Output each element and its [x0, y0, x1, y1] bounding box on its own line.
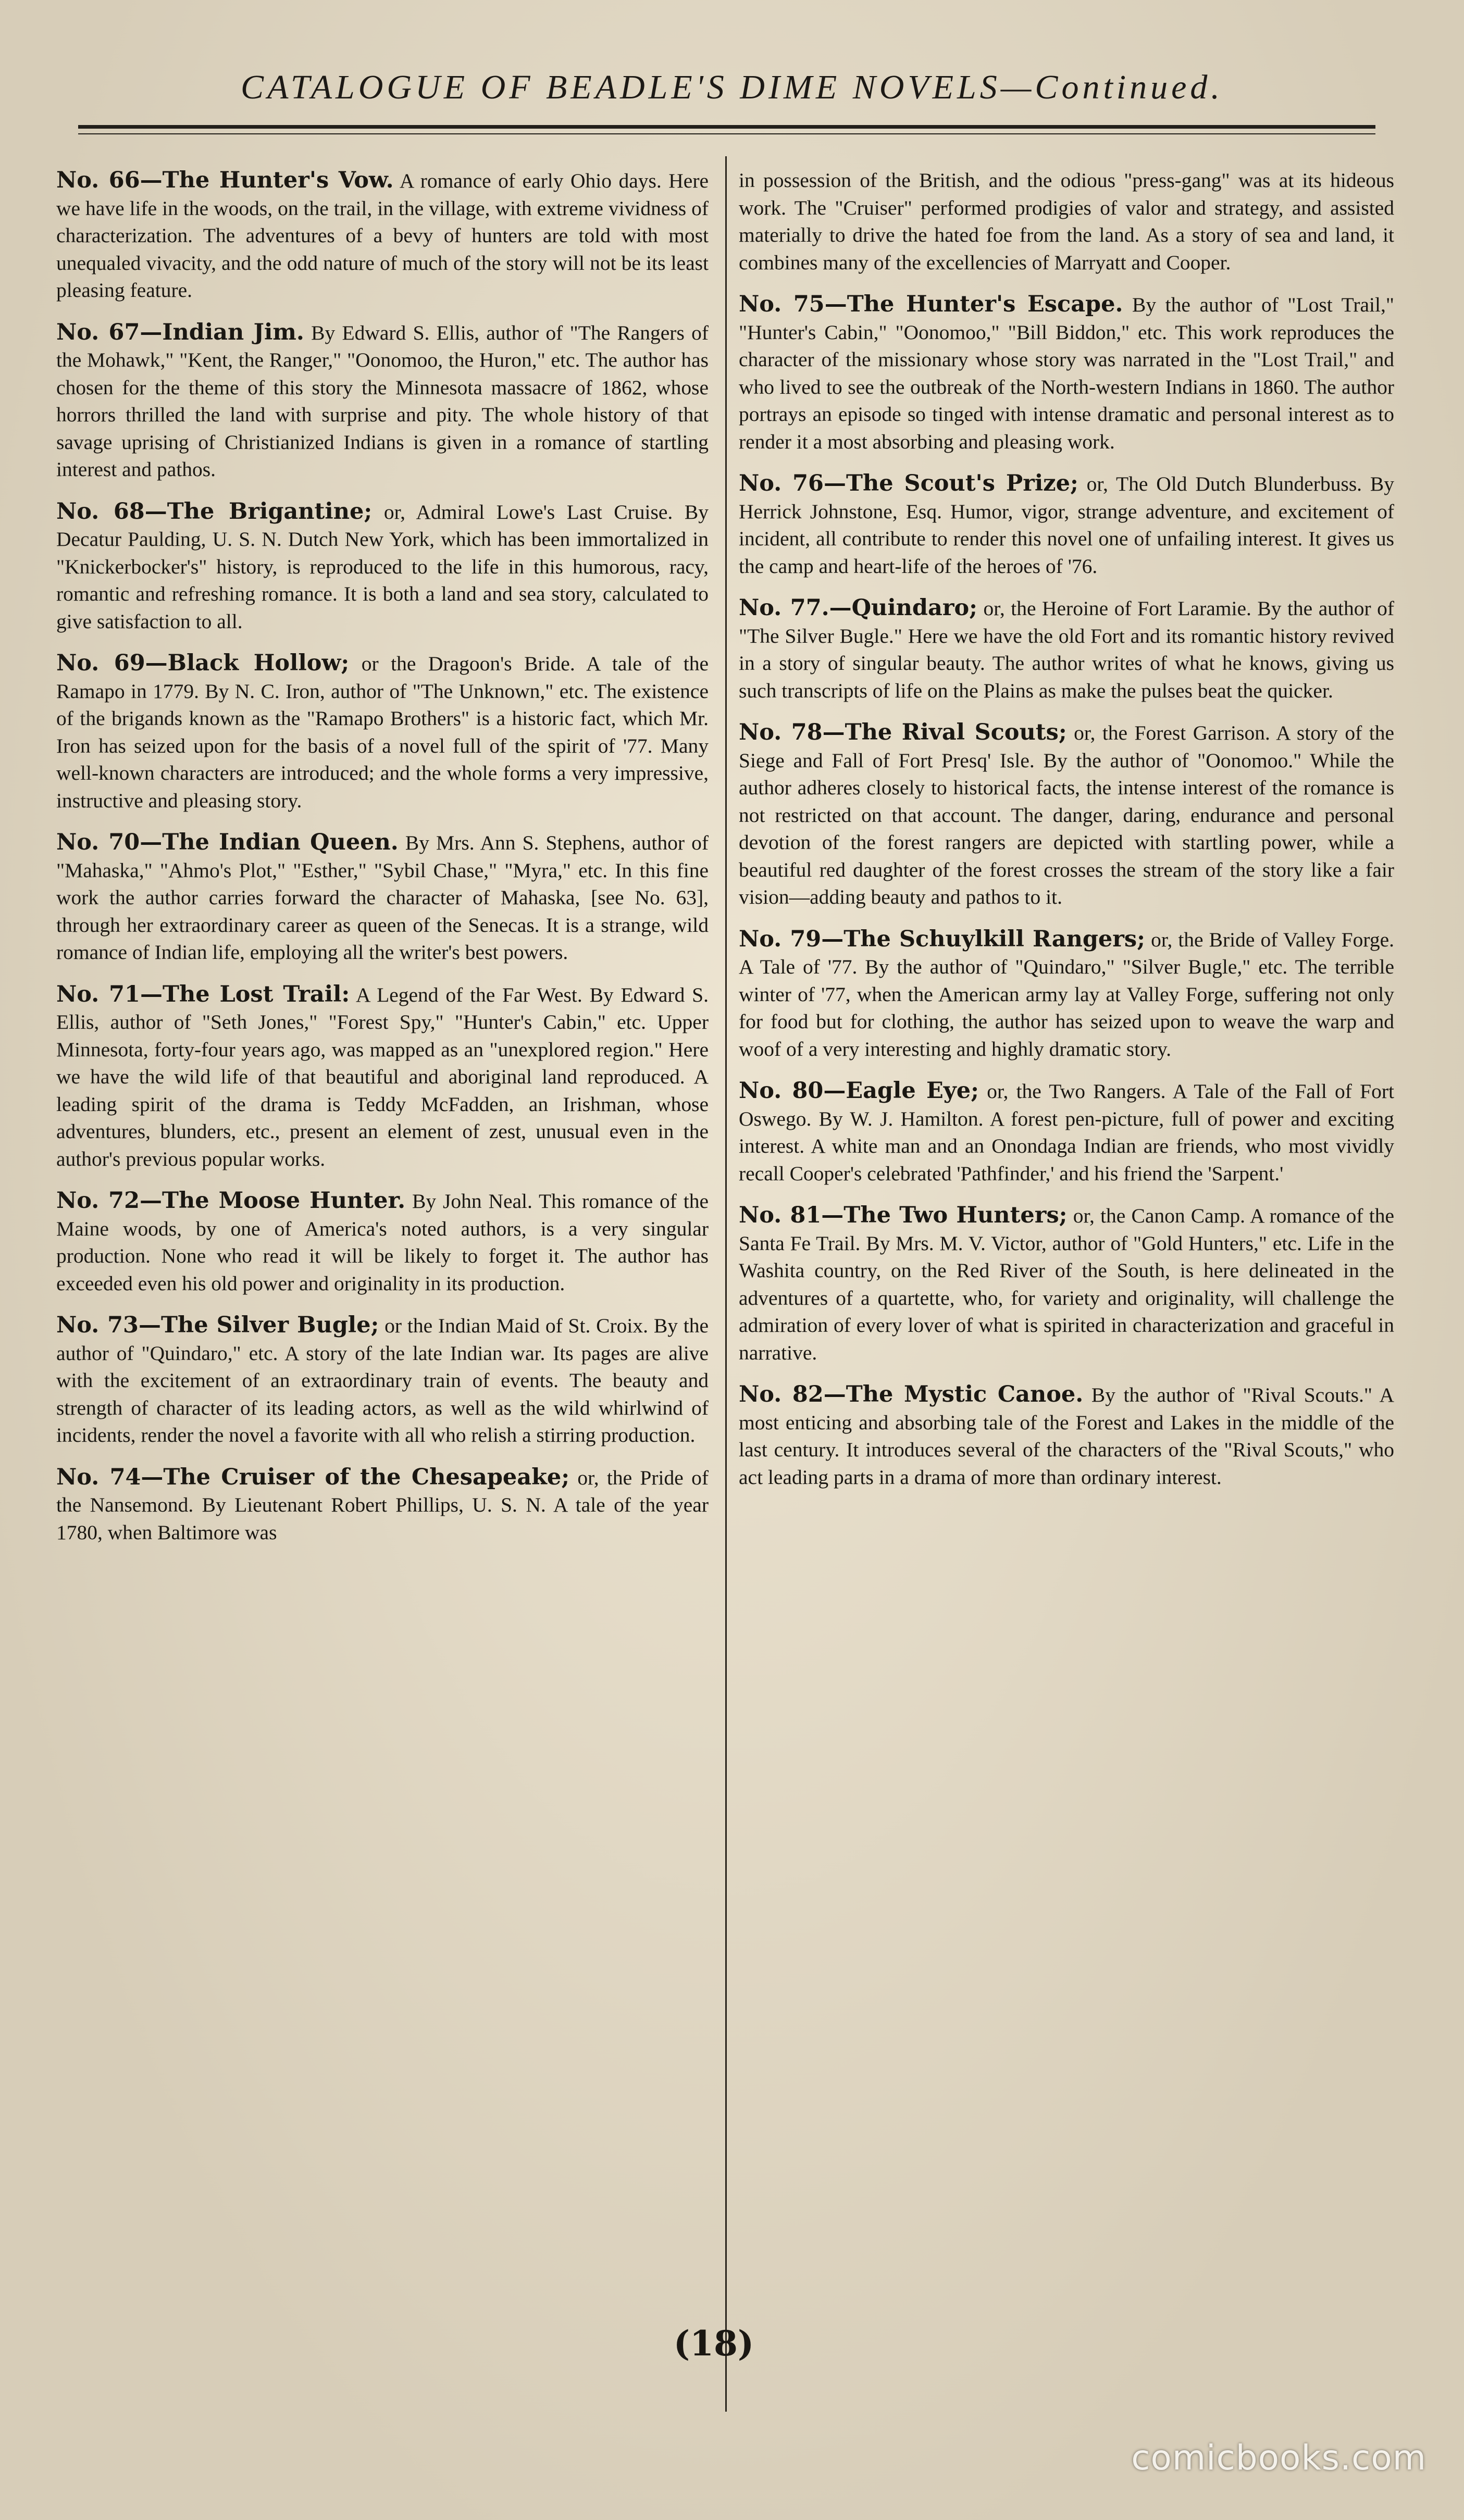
entry-title: No. 75—The Hunter's Escape. — [739, 291, 1123, 317]
entry-description: By the author of "Rival Scouts." A most enticing and absorbing tale of the Forest and Lakes in the middle of the last century. It introduces several of the characters of the "Rival Scouts," who act leading parts in a drama of more than ordinary interest. — [739, 1383, 1394, 1489]
catalogue-entry — [739, 291, 1394, 455]
entry-title: No. 69—Black Hollow; — [56, 650, 350, 676]
page-header-title: CATALOGUE OF BEADLE'S DIME NOVELS—Continued. — [241, 68, 1223, 106]
catalogue-entry — [739, 1077, 1394, 1187]
catalogue-entry — [56, 981, 709, 1173]
entry-description: or, the Heroine of Fort Laramie. By the author of "The Silver Bugle." Here we have the old Fort and its romantic history revived in a story of singular beauty. The author writes of what he knows, giving us such transcripts of life on the Plains as make the pulses beat the quicker. — [739, 597, 1395, 702]
entry-description: or, the Forest Garrison. A story of the Siege and Fall of Fort Presq' Isle. By the author of "Oonomoo." While the author adheres closely to historical facts, the intense interest of the romance is not restricted on that account. The danger, daring, endurance and personal devotion of the forest rangers are depicted with startling power, while a beautiful red daughter of the forest crosses the stream of the story like a fair vision—adding beauty and pathos to it. — [739, 721, 1394, 908]
entry-title: No. 73—The Silver Bugle; — [56, 1312, 379, 1338]
entry-description: or, the Two Rangers. A Tale of the Fall of Fort Oswego. By W. J. Hamilton. A forest pen-picture, full of power and exciting interest. A white man and an Onondaga Indian are friends, who most vividly recall Cooper's celebrated 'Pathfinder,' and his friend the 'Sarpent.' — [739, 1080, 1394, 1185]
entry-description: or the Indian Maid of St. Croix. By the author of "Quindaro," etc. A story of the late Indian war. Its pages are alive with the excitement of an extraordinary train of events. The beauty and strength of character of its leading actors, as well as the wild whirlwind of incidents, render the novel a favorite with all who relish a stirring production. — [56, 1314, 709, 1446]
entry-title: No. 68—The Brigantine; — [56, 498, 373, 525]
header-rule-thick — [78, 125, 1375, 129]
page-number: (18) — [673, 2323, 754, 2364]
catalogue-entry — [56, 1312, 709, 1449]
entry-description: or, the Bride of Valley Forge. A Tale of '77. By the author of "Quindaro," "Silver Bugle," etc. The terrible winter of '77, when the American army lay at Valley Forge, suffering not only for food but for clothing, the author has seized upon to weave the warp and woof of a very interesting and highly dramatic story. — [739, 928, 1394, 1061]
catalogue-entry — [56, 650, 709, 814]
entry-title: No. 74—The Cruiser of the Chesapeake; — [56, 1464, 570, 1490]
entry-description: By the author of "Lost Trail," "Hunter's Cabin," "Oonomoo," "Bill Biddon," etc. This work reproduces the character of the missionary whose story was narrated in the "Lost Trail," and who lived to see the outbreak of the North-western Indians in 1860. The author portrays an episode so tinged with intense dramatic and personal interest as to render it a most absorbing and pleasing work. — [739, 293, 1394, 453]
column-divider — [725, 156, 727, 2412]
left-column — [56, 167, 709, 1561]
entry-description: or, Admiral Lowe's Last Cruise. By Decatur Paulding, U. S. N. Dutch New York, which has been immortalized in "Knickerbocker's" history, is reproduced to the life in this humorous, racy, romantic and refreshing romance. It is both a land and sea story, calculated to give satisfaction to all. — [56, 500, 709, 633]
entry-continuation: in possession of the British, and the odious "press-gang" was at its hideous work. The "Cruiser" performed prodigies of valor and strategy, and assisted materially to drive the hated foe from the land. As a story of sea and land, it combines many of the excellencies of Marryatt and Cooper. — [739, 169, 1394, 274]
entry-title: No. 71—The Lost Trail: — [56, 981, 350, 1007]
entry-description: By Edward S. Ellis, author of "The Rangers of the Mohawk," "Kent, the Ranger," "Oonomoo, the Huron," etc. The author has chosen for the theme of this story the Minnesota massacre of 1862, whose horrors thrilled the land with surprise and pity. The whole history of that savage uprising of Christianized Indians is given in a romance of startling interest and pathos. — [56, 321, 709, 481]
entry-title: No. 76—The Scout's Prize; — [739, 470, 1078, 496]
catalogue-entry — [56, 167, 709, 304]
entry-description: or, The Old Dutch Blunderbuss. By Herrick Johnstone, Esq. Humor, vigor, strange adventure, and excitement of incident, all contribute to render this novel one of unfailing interest. It gives us the camp and heart-life of the heroes of '76. — [739, 472, 1394, 578]
right-column — [739, 167, 1394, 1505]
catalogue-entry — [56, 1187, 709, 1297]
entry-description: or, the Pride of the Nansemond. By Lieutenant Robert Phillips, U. S. N. A tale of the year 1780, when Baltimore was — [56, 1466, 709, 1544]
catalogue-entry — [739, 1381, 1394, 1491]
entry-title: No. 79—The Schuylkill Rangers; — [739, 926, 1146, 952]
entry-title: No. 82—The Mystic Canoe. — [739, 1381, 1084, 1407]
entry-description: By John Neal. This romance of the Maine woods, by one of America's noted authors, is a very singular production. None who read it will be likely to forget it. The author has exceeded even his old power and originality in its production. — [56, 1190, 709, 1295]
watermark: comicbooks.com — [1131, 2438, 1426, 2478]
entry-title: No. 70—The Indian Queen. — [56, 829, 399, 855]
entry-description: or the Dragoon's Bride. A tale of the Ramapo in 1779. By N. C. Iron, author of "The Unknown," etc. The existence of the brigands known as the "Ramapo Brothers" is a historic fact, which Mr. Iron has seized upon for the basis of a novel full of the spirit of '77. Many well-known characters are introduced; and the whole forms a very impressive, instructive and pleasing story. — [56, 652, 709, 812]
catalogue-entry — [56, 829, 709, 966]
entry-title: No. 67—Indian Jim. — [56, 319, 304, 345]
entry-description: By Mrs. Ann S. Stephens, author of "Mahaska," "Ahmo's Plot," "Esther," "Sybil Chase," "Myra," etc. In this fine work the author carries forward the character of Mahaska, [see No. 63], through her extraordinary career as queen of the Senecas. It is a strange, wild romance of Indian life, employing all the writer's best powers. — [56, 831, 709, 964]
header-rule-thin — [78, 133, 1375, 134]
catalogue-entry — [56, 498, 709, 635]
catalogue-entry — [739, 594, 1394, 704]
catalogue-entry — [739, 470, 1394, 580]
entry-title: No. 81—The Two Hunters; — [739, 1202, 1068, 1228]
catalogue-entry — [739, 719, 1394, 911]
entry-description: or, the Canon Camp. A romance of the Santa Fe Trail. By Mrs. M. V. Victor, author of "Gold Hunters," etc. Life in the Washita country, on the Red River of the South, is here delineated in the adventures of a quartette, who, for variety and originality, will challenge the admiration of every lover of what is spirited in characterization and graceful in narrative. — [739, 1204, 1394, 1364]
catalogue-entry — [56, 319, 709, 483]
entry-title: No. 66—The Hunter's Vow. — [56, 167, 394, 193]
entry-title: No. 72—The Moose Hunter. — [56, 1188, 406, 1214]
entry-description: A romance of early Ohio days. Here we have life in the woods, on the trail, in the village, with extreme vividness of characterization. The adventures of a bevy of hunters are told with most unequaled vivacity, and the odd nature of much of the story will not be its least pleasing feature. — [56, 169, 709, 302]
entry-description: A Legend of the Far West. By Edward S. Ellis, author of "Seth Jones," "Forest Spy," "Hunter's Cabin," etc. Upper Minnesota, forty-four years ago, was mapped as an "unexplored region." Here we have the wild life of that beautiful and aboriginal land reproduced. A leading spirit of the drama is Teddy McFadden, an Irishman, whose adventures, blunders, etc., present an element of zest, unusual even in the author's previous popular works. — [56, 983, 709, 1170]
catalogue-entry — [56, 1464, 709, 1546]
entry-title: No. 78—The Rival Scouts; — [739, 719, 1067, 745]
entry-title: No. 77.—Quindaro; — [739, 595, 978, 621]
catalogue-entry — [739, 1202, 1394, 1366]
catalogue-entry — [739, 926, 1394, 1063]
entry-title: No. 80—Eagle Eye; — [739, 1078, 979, 1104]
